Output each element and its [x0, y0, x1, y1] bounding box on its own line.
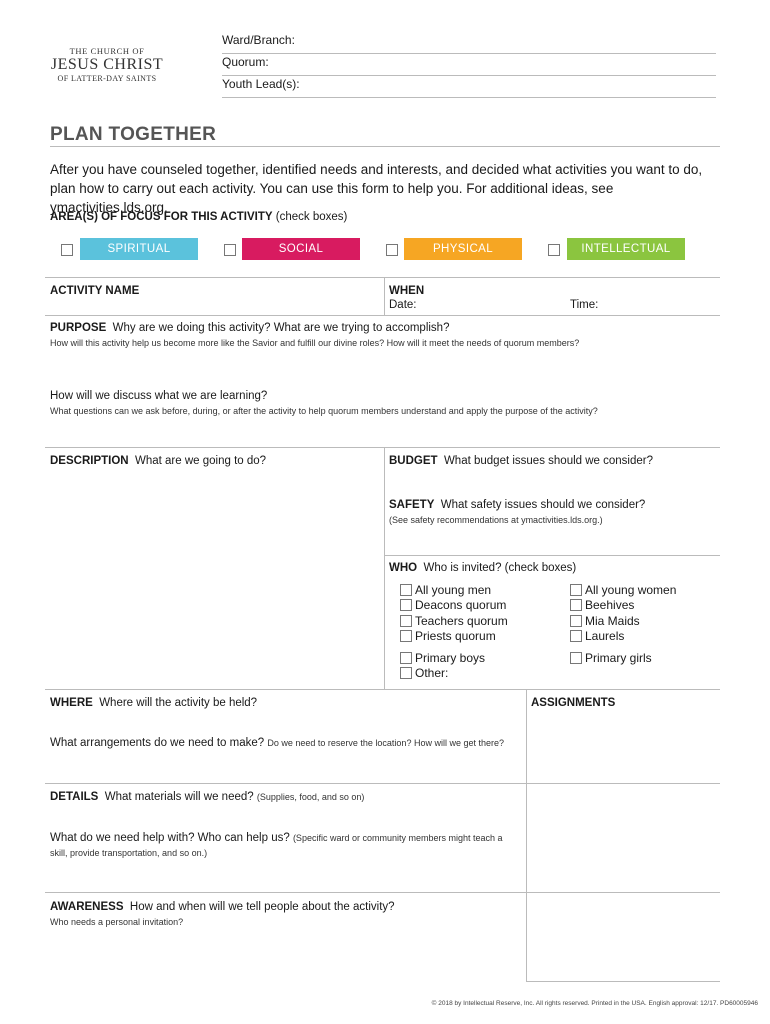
church-logo [48, 46, 166, 83]
who-question [389, 562, 576, 574]
budget-question [389, 455, 653, 467]
help-text: What do we need help with? Who can help us? [50, 832, 290, 844]
help-subtext: (Specific ward or community members might teach a skill, provide transportation, and so on.) [50, 833, 503, 858]
activity-name-label: ACTIVITY NAME [50, 285, 140, 297]
activity-name-field[interactable] [50, 285, 139, 297]
who-option-label: Priests quorum [415, 629, 496, 643]
who-other[interactable] [400, 666, 448, 680]
physical-checkbox[interactable] [386, 244, 398, 256]
divider-where-top [45, 689, 720, 690]
awareness-label: AWARENESS [50, 901, 124, 913]
help-question [50, 831, 520, 861]
logo-line-1: THE CHURCH OF [69, 46, 145, 56]
details-question [50, 791, 364, 803]
description-question-text: What are we going to do? [134, 455, 267, 467]
checkbox[interactable] [570, 584, 582, 596]
discuss-subtext: What questions can we ask before, during, or after the activity to help quorum members understand and apply the purpose of the activity? [50, 406, 598, 416]
arrangements-text: What arrangements do we need to make? [50, 737, 265, 749]
checkbox[interactable] [400, 599, 412, 611]
youth-leads-field[interactable] [222, 77, 716, 98]
logo-line-2: JESUS CHRIST [50, 56, 164, 73]
ward-branch-label: Ward/Branch: [222, 33, 295, 47]
who-option-label: Laurels [585, 629, 625, 643]
when-label-text: WHEN [389, 285, 425, 297]
divider-assignments-bottom [526, 981, 720, 982]
divider-activity-top [45, 277, 720, 278]
physical-tag: PHYSICAL [404, 238, 522, 260]
checkbox[interactable] [570, 599, 582, 611]
awareness-subtext: Who needs a personal invitation? [50, 917, 184, 927]
divider-details-top [45, 783, 720, 784]
who-all-young-women[interactable] [570, 583, 676, 597]
who-option-label: Beehives [585, 598, 635, 612]
who-option-label: Primary boys [415, 651, 486, 665]
who-option-label: All young women [585, 583, 677, 597]
divider-activity-mid [384, 277, 385, 315]
title-divider [50, 146, 720, 147]
social-checkbox[interactable] [224, 244, 236, 256]
time-label: Time: [570, 299, 599, 311]
who-beehives[interactable] [570, 598, 634, 612]
intellectual-tag: INTELLECTUAL [567, 238, 685, 260]
quorum-field[interactable] [222, 55, 716, 76]
details-question-text: What materials will we need? [104, 791, 254, 803]
safety-subtext: (See safety recommendations at ymactivities.lds.org.) [389, 515, 603, 525]
where-question-text: Where will the activity be held? [99, 697, 258, 709]
social-tag: SOCIAL [242, 238, 360, 260]
who-option-label: Other: [415, 666, 449, 680]
description-label: DESCRIPTION [50, 455, 129, 467]
youth-leads-label: Youth Lead(s): [222, 77, 300, 91]
who-teachers-quorum[interactable] [400, 614, 508, 628]
safety-label: SAFETY [389, 499, 435, 511]
who-primary-boys[interactable] [400, 651, 485, 665]
divider-purpose-top [45, 315, 720, 316]
checkbox[interactable] [400, 615, 412, 627]
safety-question-text: What safety issues should we consider? [440, 499, 646, 511]
ward-branch-field[interactable] [222, 33, 716, 54]
who-mia-maids[interactable] [570, 614, 640, 628]
who-option-label: Mia Maids [585, 614, 640, 628]
who-option-label: Deacons quorum [415, 598, 507, 612]
divider-description-mid [384, 447, 385, 689]
who-laurels[interactable] [570, 629, 624, 643]
awareness-question [50, 901, 395, 913]
divider-awareness-top [45, 892, 720, 893]
purpose-question-text: Why are we doing this activity? What are we trying to accomplish? [112, 322, 450, 334]
focus-heading [50, 211, 347, 223]
checkbox[interactable] [400, 667, 412, 679]
budget-label: BUDGET [389, 455, 438, 467]
date-label: Date: [389, 299, 417, 311]
where-label: WHERE [50, 697, 93, 709]
details-subtext: (Supplies, food, and so on) [256, 792, 365, 802]
date-field[interactable] [389, 299, 417, 311]
checkbox[interactable] [400, 652, 412, 664]
description-question [50, 455, 266, 467]
focus-heading-label: AREA(S) OF FOCUS FOR THIS ACTIVITY [50, 211, 273, 223]
who-label: WHO [389, 562, 418, 574]
who-primary-girls[interactable] [570, 651, 652, 665]
checkbox[interactable] [570, 652, 582, 664]
discuss-question: How will we discuss what we are learning? [50, 390, 268, 402]
purpose-subtext: How will this activity help us become more like the Savior and fulfill our divine roles? How will it meet the needs of quorum members? [50, 338, 580, 348]
budget-question-text: What budget issues should we consider? [443, 455, 653, 467]
awareness-question-text: How and when will we tell people about the activity? [129, 901, 395, 913]
when-label [389, 285, 424, 297]
who-all-young-men[interactable] [400, 583, 491, 597]
checkbox[interactable] [570, 630, 582, 642]
quorum-label: Quorum: [222, 55, 269, 69]
assignments-field[interactable] [531, 697, 615, 709]
page-title: PLAN TOGETHER [50, 124, 217, 145]
who-deacons-quorum[interactable] [400, 598, 506, 612]
intellectual-checkbox[interactable] [548, 244, 560, 256]
who-option-label: All young men [415, 583, 492, 597]
logo-line-3: OF LATTER-DAY SAINTS [57, 74, 157, 83]
checkbox[interactable] [400, 630, 412, 642]
time-field[interactable] [570, 299, 598, 311]
purpose-label: PURPOSE [50, 322, 107, 334]
copyright-footer: © 2018 by Intellectual Reserve, Inc. All rights reserved. Printed in the USA. English approval: 12/17. PD60005946 [431, 1000, 758, 1007]
assignments-label: ASSIGNMENTS [531, 697, 616, 709]
who-option-label: Teachers quorum [415, 614, 508, 628]
divider-description-top [45, 447, 720, 448]
arrangements-subtext: Do we need to reserve the location? How will we get there? [267, 738, 504, 748]
safety-question [389, 499, 645, 511]
divider-who-top [384, 555, 720, 556]
checkbox[interactable] [570, 615, 582, 627]
spiritual-checkbox[interactable] [61, 244, 73, 256]
focus-heading-note: (check boxes) [275, 211, 348, 223]
who-option-label: Primary girls [585, 651, 652, 665]
who-priests-quorum[interactable] [400, 629, 496, 643]
purpose-question [50, 322, 449, 334]
where-question [50, 697, 257, 709]
spiritual-tag: SPIRITUAL [80, 238, 198, 260]
divider-assignments-left [526, 689, 527, 981]
intro-text: After you have counseled together, identified needs and interests, and decided what activities you want to do, plan how to carry out each activity. You can use this form to help you. For additional ideas, see ymactivities.lds.org. [50, 162, 703, 215]
checkbox[interactable] [400, 584, 412, 596]
who-question-text: Who is invited? (check boxes) [423, 562, 577, 574]
arrangements-question [50, 737, 520, 749]
details-label: DETAILS [50, 791, 99, 803]
